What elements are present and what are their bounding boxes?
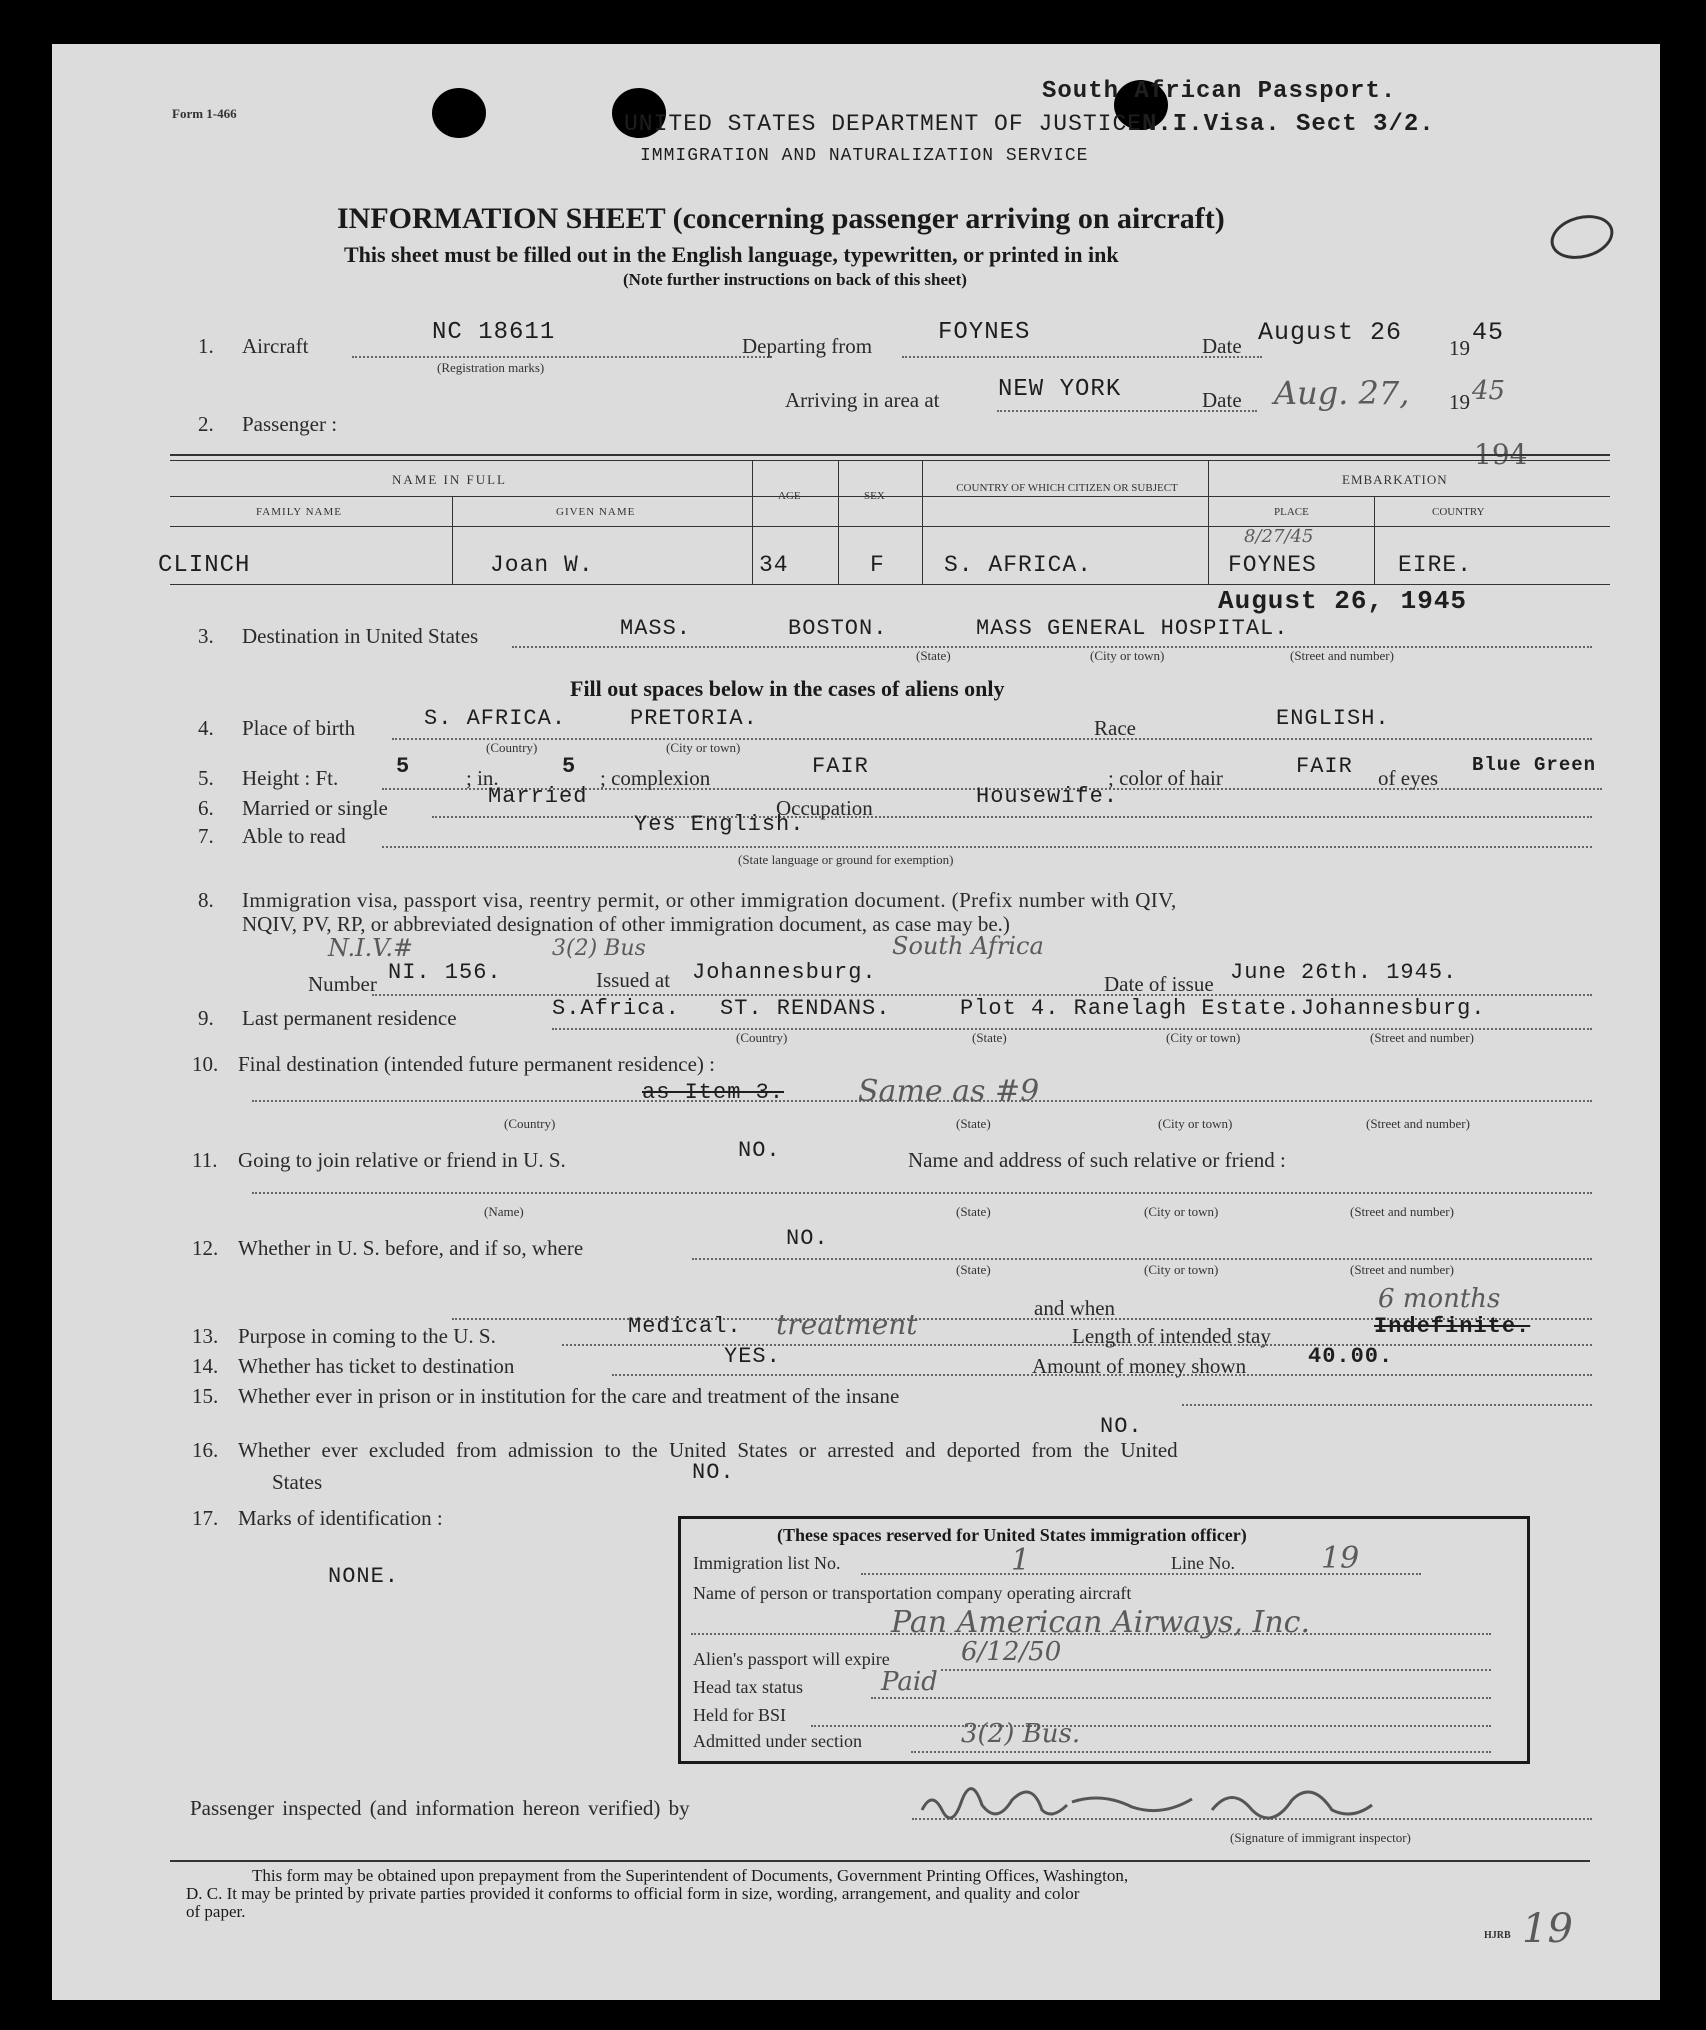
item-number: 2.: [198, 412, 214, 436]
eyes-label: of eyes: [1378, 766, 1439, 790]
passenger-sex: F: [870, 552, 885, 578]
passport-expire-value: 6/12/50: [961, 1637, 1062, 1667]
residence-country: S.Africa.: [552, 996, 680, 1021]
form-number: Form 1-466: [172, 106, 237, 121]
complexion-label: ; complexion: [600, 766, 711, 790]
inspector-label: Passenger inspected (and information hereon verified) by: [190, 1796, 690, 1820]
sub-label: (City or town): [1144, 1204, 1219, 1219]
purpose-value: Medical.: [628, 1314, 742, 1339]
departing-label: Departing from: [742, 334, 873, 358]
typed-passport-note: South African Passport.: [1042, 78, 1397, 105]
height-feet: 5: [396, 754, 411, 779]
when-label: and when: [1034, 1296, 1116, 1320]
item-number: 8.: [198, 888, 214, 912]
departing-value: FOYNES: [938, 319, 1031, 346]
date-label: Date: [1202, 388, 1242, 412]
issue-date: June 26th. 1945.: [1230, 960, 1458, 985]
excluded-value: NO.: [692, 1460, 735, 1485]
year-prefix: 19: [1449, 390, 1470, 414]
sub-label: (Country): [736, 1030, 788, 1045]
marks-value: NONE.: [328, 1564, 400, 1589]
section-label: Admitted under section: [693, 1731, 862, 1751]
sub-label: (State): [916, 648, 951, 663]
line-label: Line No.: [1171, 1553, 1235, 1573]
header-citizen: COUNTRY OF WHICH CITIZEN OR SUBJECT: [956, 482, 1178, 494]
excluded-label: Whether ever excluded from admission to the United States or arrested and deported from the United: [238, 1438, 1178, 1462]
depart-year: 45: [1472, 318, 1505, 347]
service-name: IMMIGRATION AND NATURALIZATION SERVICE: [640, 146, 1089, 166]
date-label: Date: [1202, 334, 1242, 358]
company-value: Pan American Airways, Inc.: [891, 1605, 1311, 1640]
hair-value: FAIR: [1296, 754, 1353, 779]
sheet-title: INFORMATION SHEET (concerning passenger arriving on aircraft): [337, 202, 1225, 235]
sub-label: (State): [956, 1116, 991, 1131]
header-name-in-full: NAME IN FULL: [392, 472, 507, 487]
sub-label: (State): [956, 1204, 991, 1219]
passenger-label: Passenger :: [242, 412, 338, 436]
excluded-label-2: States: [272, 1470, 323, 1494]
item-number: 14.: [192, 1354, 219, 1378]
line-value: 19: [1321, 1541, 1360, 1576]
aircraft-label: Aircraft: [242, 334, 309, 358]
passenger-age: 34: [759, 552, 789, 578]
item-number: 7.: [198, 824, 214, 848]
item-number: 6.: [198, 796, 214, 820]
company-label: Name of person or transportation company operating aircraft: [693, 1583, 1132, 1603]
item-number: 15.: [192, 1384, 219, 1408]
arriving-label: Arriving in area at: [785, 388, 940, 412]
item-number: 13.: [192, 1324, 219, 1348]
sheet-subtitle: This sheet must be filled out in the English language, typewritten, or printed in ink: [344, 242, 1119, 267]
relative-address-label: Name and address of such relative or friend :: [908, 1148, 1286, 1172]
sheet-note: (Note further instructions on back of this sheet): [623, 270, 967, 289]
department-name: UNITED STATES DEPARTMENT OF JUSTICE: [624, 111, 1143, 137]
final-destination-typed: as Item 3.: [642, 1080, 785, 1105]
sub-label: (State): [972, 1030, 1007, 1045]
prison-value: NO.: [1100, 1414, 1143, 1439]
number-label: Number: [308, 972, 377, 996]
officer-box-title: (These spaces reserved for United States immigration officer): [777, 1525, 1247, 1545]
ticket-value: YES.: [724, 1344, 781, 1369]
list-value: 1: [1011, 1543, 1031, 1578]
final-destination-label: Final destination (intended future permanent residence) :: [238, 1052, 716, 1076]
depart-date-value: August 26: [1258, 318, 1403, 347]
destination-state: MASS.: [620, 616, 692, 641]
item-number: 17.: [192, 1506, 219, 1530]
occupation-label: Occupation: [776, 796, 873, 820]
embark-country: EIRE.: [1398, 552, 1473, 578]
typed-embark-date: August 26, 1945: [1218, 586, 1468, 616]
corner-initials: HJRB: [1484, 1930, 1511, 1941]
list-label: Immigration list No.: [693, 1553, 841, 1573]
section-value: 3(2) Bus.: [961, 1719, 1081, 1749]
sub-label: (Name): [484, 1204, 524, 1219]
height-label: Height : Ft.: [242, 766, 339, 790]
item-number: 4.: [198, 716, 214, 740]
sub-label: (City or town): [1090, 648, 1165, 663]
struck-number: 194: [1474, 438, 1528, 471]
circle-mark: [1546, 208, 1619, 265]
header-given: GIVEN NAME: [556, 506, 636, 518]
read-value: Yes English.: [634, 812, 805, 837]
issued-place: Johannesburg.: [692, 960, 877, 985]
passenger-citizen: S. AFRICA.: [944, 552, 1093, 578]
bsi-label: Held for BSI: [693, 1705, 786, 1725]
prison-label: Whether ever in prison or in institution for the care and treatment of the insane: [238, 1384, 900, 1408]
document-number: NI. 156.: [388, 960, 502, 985]
sub-label: (State): [956, 1262, 991, 1277]
sub-label: (City or town): [1144, 1262, 1219, 1277]
issue-date-label: Date of issue: [1104, 972, 1214, 996]
sub-label: (Street and number): [1350, 1262, 1454, 1277]
passenger-given-name: Joan W.: [490, 552, 594, 578]
destination-city: BOSTON.: [788, 616, 888, 641]
residence-street: Plot 4. Ranelagh Estate.Johannesburg.: [960, 996, 1486, 1021]
document-instructions-2: NQIV, PV, RP, or abbreviated designation of other immigration document, as case may be.): [242, 912, 1010, 936]
birth-city: PRETORIA.: [630, 706, 758, 731]
footer-line-2: D. C. It may be printed by private parties provided it conforms to official form in size, wording, arrangement, and quality and color: [186, 1884, 1080, 1903]
header-sex: SEX: [864, 490, 885, 502]
year-prefix: 19: [1449, 336, 1470, 360]
read-label: Able to read: [242, 824, 346, 848]
join-value: NO.: [738, 1138, 781, 1163]
form-sheet: [52, 44, 1660, 2000]
aircraft-sub: (Registration marks): [437, 360, 545, 375]
inspector-sub: (Signature of immigrant inspector): [1230, 1830, 1411, 1845]
sub-label: (State language or ground for exemption): [738, 852, 954, 867]
previous-visit-value: NO.: [786, 1226, 829, 1251]
sub-label: (Street and number): [1290, 648, 1394, 663]
item-number: 11.: [192, 1148, 218, 1172]
stay-handwritten: 6 months: [1378, 1284, 1501, 1314]
purpose-handwritten: treatment: [776, 1308, 918, 1341]
arriving-value: NEW YORK: [998, 376, 1122, 403]
destination-street: MASS GENERAL HOSPITAL.: [976, 616, 1289, 641]
occupation-value: Housewife.: [976, 784, 1119, 809]
race-label: Race: [1094, 716, 1136, 740]
inspector-signature: [912, 1780, 1432, 1828]
document-instructions: Immigration visa, passport visa, reentry permit, or other immigration document. (Prefix number with QIV,: [242, 888, 1177, 912]
header-family: FAMILY NAME: [256, 506, 342, 518]
arrival-year-handwritten: 45: [1472, 376, 1506, 406]
passenger-family-name: CLINCH: [158, 552, 251, 579]
height-inches: 5: [562, 754, 577, 779]
destination-label: Destination in United States: [242, 624, 479, 648]
final-destination-handwritten: Same as #9: [858, 1074, 1040, 1109]
item-number: 16.: [192, 1438, 219, 1462]
embark-place: FOYNES: [1228, 552, 1317, 578]
sub-label: (Country): [504, 1116, 556, 1131]
birthplace-label: Place of birth: [242, 716, 356, 740]
handwritten-section: 3(2) Bus: [552, 936, 646, 961]
passport-expire-label: Alien's passport will expire: [693, 1649, 890, 1669]
item-number: 10.: [192, 1052, 219, 1076]
sub-label: (Street and number): [1370, 1030, 1474, 1045]
sub-label: (Street and number): [1350, 1204, 1454, 1219]
footer-line-1: This form may be obtained upon prepayment from the Superintendent of Documents, Government Printing Offices, Washington,: [252, 1866, 1129, 1885]
item-number: 1.: [198, 334, 214, 358]
money-value: 40.00.: [1308, 1344, 1394, 1369]
item-number: 12.: [192, 1236, 219, 1260]
hair-label: ; color of hair: [1108, 766, 1223, 790]
stay-typed: Indefinite.: [1374, 1314, 1531, 1339]
join-label: Going to join relative or friend in U. S.: [238, 1148, 566, 1172]
marital-label: Married or single: [242, 796, 388, 820]
item-number: 9.: [198, 1006, 214, 1030]
page-number-handwritten: 19: [1522, 1906, 1573, 1952]
previous-visit-label: Whether in U. S. before, and if so, where: [238, 1236, 584, 1260]
inches-label: ; in.: [466, 766, 499, 790]
ticket-label: Whether has ticket to destination: [238, 1354, 515, 1378]
handwritten-issued-country: South Africa: [892, 932, 1044, 960]
header-embarkation: EMBARKATION: [1342, 472, 1448, 487]
aircraft-value: NC 18611: [432, 319, 556, 346]
sub-label: (City or town): [666, 740, 741, 755]
tax-value: Paid: [881, 1667, 938, 1697]
header-country: COUNTRY: [1432, 506, 1485, 518]
issued-label: Issued at: [596, 968, 671, 992]
typed-visa-note: N.I.Visa. Sect 3/2.: [1142, 111, 1435, 138]
aliens-heading: Fill out spaces below in the cases of aliens only: [570, 676, 1005, 701]
handwritten-visa-prefix: N.I.V.#: [328, 934, 414, 962]
handwritten-embark-date: 8/27/45: [1244, 526, 1314, 547]
residence-label: Last permanent residence: [242, 1006, 457, 1030]
stay-label: Length of intended stay: [1072, 1324, 1271, 1348]
race-value: ENGLISH.: [1276, 706, 1390, 731]
sub-label: (Street and number): [1366, 1116, 1470, 1131]
item-number: 5.: [198, 766, 214, 790]
money-label: Amount of money shown: [1032, 1354, 1247, 1378]
header-place: PLACE: [1274, 506, 1309, 518]
complexion-value: FAIR: [812, 754, 869, 779]
header-age: AGE: [778, 490, 801, 502]
footer-line-3: of paper.: [186, 1902, 246, 1921]
item-number: 3.: [198, 624, 214, 648]
purpose-label: Purpose in coming to the U. S.: [238, 1324, 496, 1348]
tax-label: Head tax status: [693, 1677, 803, 1697]
officer-box: [678, 1516, 1530, 1764]
sub-label: (Country): [486, 740, 538, 755]
residence-state: ST. RENDANS.: [720, 996, 891, 1021]
marital-value: Married: [488, 784, 588, 809]
marks-label: Marks of identification :: [238, 1506, 443, 1530]
sub-label: (City or town): [1166, 1030, 1241, 1045]
sub-label: (City or town): [1158, 1116, 1233, 1131]
punch-hole: [432, 88, 486, 138]
birth-country: S. AFRICA.: [424, 706, 567, 731]
arrival-date-handwritten: Aug. 27,: [1274, 374, 1410, 412]
eyes-value: Blue Green: [1472, 754, 1597, 776]
